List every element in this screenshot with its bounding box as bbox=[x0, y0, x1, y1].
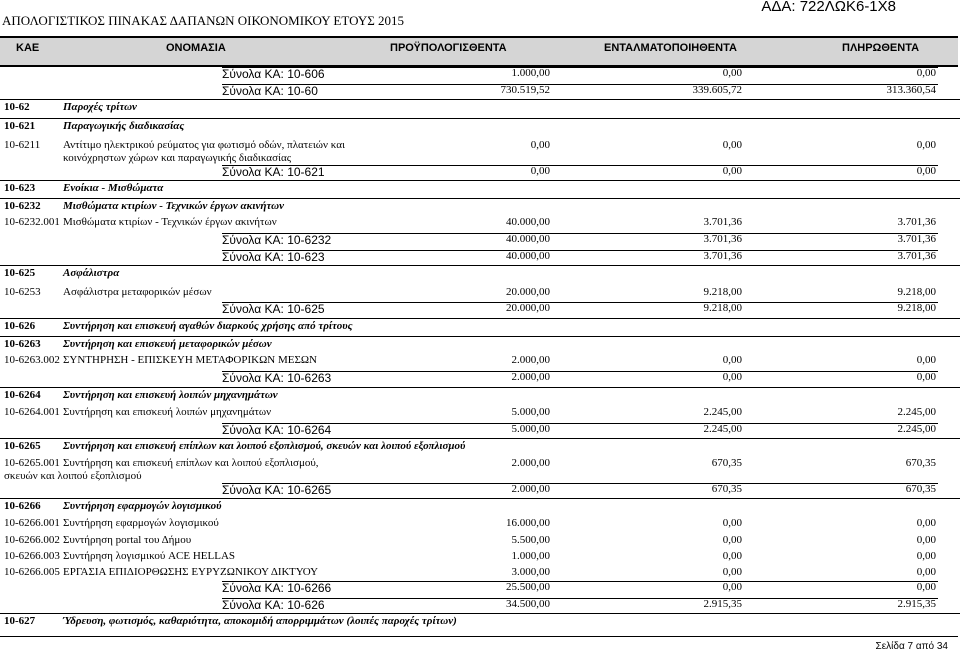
issued-value: 0,00 bbox=[722, 371, 742, 383]
subtotal-label: Σύνολα ΚΑ: 10-6265 bbox=[222, 483, 332, 497]
row-name: Συντήρηση και επισκευή λοιπών μηχανημάτων bbox=[63, 406, 272, 418]
row-name: Συντήρηση και επισκευή επίπλων και λοιπού εξοπλισμού, bbox=[63, 457, 319, 469]
row-divider bbox=[0, 613, 960, 614]
budget-value: 20.000,00 bbox=[506, 302, 550, 314]
budget-value: 1.000,00 bbox=[511, 550, 550, 562]
paid-value: 0,00 bbox=[916, 67, 936, 79]
subtotal-underline bbox=[222, 165, 938, 166]
column-header-paid: ΠΛΗΡΩΘΕΝΤΑ bbox=[842, 42, 920, 54]
row-divider bbox=[0, 336, 960, 337]
row-code: 10-6263 bbox=[4, 338, 41, 350]
row-name: Αντίτιμο ηλεκτρικού ρεύματος για φωτισμό οδών, πλατειών και bbox=[63, 139, 345, 151]
budget-value: 5.500,00 bbox=[511, 534, 550, 546]
budget-value: 2.000,00 bbox=[511, 457, 550, 469]
row-name: ΣΥΝΤΗΡΗΣΗ - ΕΠΙΣΚΕΥΗ ΜΕΤΑΦΟΡΙΚΩΝ ΜΕΣΩΝ bbox=[63, 354, 317, 366]
paid-value: 3.701,36 bbox=[897, 250, 936, 262]
row-code: 10-627 bbox=[4, 615, 36, 627]
row-name: Ενοίκια - Μισθώματα bbox=[63, 182, 164, 194]
budget-value: 730.519,52 bbox=[500, 84, 550, 96]
row-name: Μισθώματα κτιρίων - Τεχνικών έργων ακινήτων bbox=[63, 200, 284, 212]
paid-value: 0,00 bbox=[916, 566, 936, 578]
budget-value: 1.000,00 bbox=[511, 67, 550, 79]
budget-value: 40.000,00 bbox=[506, 250, 550, 262]
budget-value: 0,00 bbox=[530, 139, 550, 151]
issued-value: 0,00 bbox=[722, 517, 742, 529]
row-code: 10-6266.003 bbox=[4, 550, 60, 562]
column-header-name: ΟΝΟΜΑΣΙΑ bbox=[166, 42, 226, 54]
row-divider bbox=[0, 99, 960, 100]
budget-value: 2.000,00 bbox=[511, 483, 550, 495]
row-code: 10-6211 bbox=[4, 139, 41, 151]
subtotal-underline bbox=[222, 581, 938, 582]
row-name: Παροχές τρίτων bbox=[63, 101, 137, 113]
issued-value: 0,00 bbox=[722, 354, 742, 366]
row-code: 10-6264 bbox=[4, 389, 41, 401]
subtotal-underline bbox=[222, 423, 938, 424]
issued-value: 2.915,35 bbox=[703, 598, 742, 610]
row-name-continued: σκευών και λοιπού εξοπλισμού bbox=[4, 470, 142, 482]
paid-value: 3.701,36 bbox=[897, 216, 936, 228]
issued-value: 670,35 bbox=[711, 457, 742, 469]
row-name: Μισθώματα κτιρίων - Τεχνικών έργων ακινήτων bbox=[63, 216, 277, 228]
column-header-kae: ΚΑΕ bbox=[16, 42, 40, 54]
budget-value: 5.000,00 bbox=[511, 406, 550, 418]
subtotal-underline bbox=[222, 67, 938, 68]
paid-value: 3.701,36 bbox=[897, 233, 936, 245]
footer-divider bbox=[0, 636, 958, 637]
row-name: Συντήρηση λογισμικού ACE HELLAS bbox=[63, 550, 236, 562]
subtotal-underline bbox=[222, 371, 938, 372]
row-code: 10-6232.001 bbox=[4, 216, 60, 228]
issued-value: 9.218,00 bbox=[703, 302, 742, 314]
subtotal-label: Σύνολα ΚΑ: 10-621 bbox=[222, 165, 325, 179]
column-header-issued: ΕΝΤΑΛΜΑΤΟΠΟΙΗΘΕΝΤΑ bbox=[604, 42, 737, 54]
paid-value: 2.915,35 bbox=[897, 598, 936, 610]
issued-value: 0,00 bbox=[722, 566, 742, 578]
row-code: 10-6266.005 bbox=[4, 566, 60, 578]
report-title: ΑΠΟΛΟΓΙΣΤΙΚΟΣ ΠΙΝΑΚΑΣ ΔΑΠΑΝΩΝ ΟΙΚΟΝΟΜΙΚΟΥ ΕΤΟΥΣ 2015 bbox=[2, 13, 405, 28]
subtotal-label: Σύνολα ΚΑ: 10-625 bbox=[222, 302, 325, 316]
paid-value: 670,35 bbox=[905, 457, 936, 469]
paid-value: 0,00 bbox=[916, 550, 936, 562]
issued-value: 0,00 bbox=[722, 139, 742, 151]
row-name: Ύδρευση, φωτισμός, καθαριότητα, αποκομιδή απορριμμάτων (λοιπές παροχές τρίτων) bbox=[63, 615, 457, 627]
paid-value: 9.218,00 bbox=[897, 302, 936, 314]
row-name: ΕΡΓΑΣΙΑ ΕΠΙΔΙΟΡΘΩΣΗΣ ΕΥΡΥΖΩΝΙΚΟΥ ΔΙΚΤΥΟΥ bbox=[63, 566, 319, 578]
row-code: 10-625 bbox=[4, 267, 36, 279]
row-code: 10-6253 bbox=[4, 286, 41, 298]
issued-value: 3.701,36 bbox=[703, 216, 742, 228]
issued-value: 3.701,36 bbox=[703, 233, 742, 245]
row-name: Ασφάλιστρα μεταφορικών μέσων bbox=[63, 286, 212, 298]
budget-value: 25.500,00 bbox=[506, 581, 550, 593]
issued-value: 339.605,72 bbox=[692, 84, 742, 96]
row-name: Συντήρηση εφαρμογών λογισμικού bbox=[63, 517, 219, 529]
row-name: Συντήρηση και επισκευή μεταφορικών μέσων bbox=[63, 338, 272, 350]
paid-value: 0,00 bbox=[916, 517, 936, 529]
subtotal-underline bbox=[222, 250, 938, 251]
row-divider bbox=[0, 387, 960, 388]
subtotal-label: Σύνολα ΚΑ: 10-606 bbox=[222, 67, 325, 81]
paid-value: 2.245,00 bbox=[897, 423, 936, 435]
subtotal-label: Σύνολα ΚΑ: 10-6232 bbox=[222, 233, 332, 247]
subtotal-underline bbox=[222, 233, 938, 234]
subtotal-underline bbox=[222, 302, 938, 303]
paid-value: 2.245,00 bbox=[897, 406, 936, 418]
paid-value: 0,00 bbox=[916, 371, 936, 383]
row-divider bbox=[0, 198, 960, 199]
row-code: 10-6266.001 bbox=[4, 517, 60, 529]
subtotal-label: Σύνολα ΚΑ: 10-6264 bbox=[222, 423, 332, 437]
issued-value: 670,35 bbox=[711, 483, 742, 495]
row-code: 10-626 bbox=[4, 320, 36, 332]
row-code: 10-6265.001 bbox=[4, 457, 60, 469]
budget-value: 16.000,00 bbox=[506, 517, 550, 529]
row-code: 10-6265 bbox=[4, 440, 41, 452]
row-code: 10-6266.002 bbox=[4, 534, 60, 546]
budget-value: 20.000,00 bbox=[506, 286, 550, 298]
row-name: Συντήρηση portal του Δήμου bbox=[63, 534, 192, 546]
row-name: Συντήρηση και επισκευή λοιπών μηχανημάτων bbox=[63, 389, 278, 401]
issued-value: 0,00 bbox=[722, 534, 742, 546]
row-name: Συντήρηση εφαρμογών λογισμικού bbox=[63, 500, 222, 512]
issued-value: 9.218,00 bbox=[703, 286, 742, 298]
issued-value: 2.245,00 bbox=[703, 423, 742, 435]
ada-code: ΑΔΑ: 722ΛΩΚ6-1Χ8 bbox=[761, 0, 896, 15]
subtotal-label: Σύνολα ΚΑ: 10-623 bbox=[222, 250, 325, 264]
issued-value: 3.701,36 bbox=[703, 250, 742, 262]
subtotal-label: Σύνολα ΚΑ: 10-626 bbox=[222, 598, 325, 612]
row-code: 10-6232 bbox=[4, 200, 41, 212]
budget-value: 40.000,00 bbox=[506, 216, 550, 228]
paid-value: 0,00 bbox=[916, 581, 936, 593]
issued-value: 0,00 bbox=[722, 67, 742, 79]
paid-value: 313.360,54 bbox=[886, 84, 936, 96]
budget-value: 2.000,00 bbox=[511, 354, 550, 366]
budget-value: 34.500,00 bbox=[506, 598, 550, 610]
paid-value: 670,35 bbox=[905, 483, 936, 495]
page-number: Σελίδα 7 από 34 bbox=[875, 641, 948, 652]
row-divider bbox=[0, 498, 960, 499]
row-name: Ασφάλιστρα bbox=[63, 267, 120, 279]
row-code: 10-6263.002 bbox=[4, 354, 60, 366]
issued-value: 0,00 bbox=[722, 165, 742, 177]
row-name: Συντήρηση και επισκευή αγαθών διαρκούς χρήσης από τρίτους bbox=[63, 320, 353, 332]
paid-value: 0,00 bbox=[916, 139, 936, 151]
row-code: 10-623 bbox=[4, 182, 36, 194]
row-code: 10-6264.001 bbox=[4, 406, 60, 418]
row-divider bbox=[0, 180, 960, 181]
row-code: 10-6266 bbox=[4, 500, 41, 512]
paid-value: 0,00 bbox=[916, 354, 936, 366]
subtotal-underline bbox=[222, 483, 938, 484]
subtotal-underline bbox=[222, 598, 938, 599]
row-name: Συντήρηση και επισκευή επίπλων και λοιπού εξοπλισμού, σκευών και λοιπού εξοπλισμού bbox=[63, 440, 466, 452]
budget-value: 5.000,00 bbox=[511, 423, 550, 435]
subtotal-underline bbox=[222, 84, 938, 85]
row-code: 10-621 bbox=[4, 120, 36, 132]
budget-value: 3.000,00 bbox=[511, 566, 550, 578]
paid-value: 9.218,00 bbox=[897, 286, 936, 298]
budget-value: 2.000,00 bbox=[511, 371, 550, 383]
row-divider bbox=[0, 438, 960, 439]
row-code: 10-62 bbox=[4, 101, 30, 113]
budget-value: 0,00 bbox=[530, 165, 550, 177]
paid-value: 0,00 bbox=[916, 165, 936, 177]
row-name-continued: κοινόχρηστων χώρων και παραγωγικής διαδικασίας bbox=[63, 152, 292, 164]
issued-value: 0,00 bbox=[722, 581, 742, 593]
budget-value: 40.000,00 bbox=[506, 233, 550, 245]
row-name: Παραγωγικής διαδικασίας bbox=[63, 120, 185, 132]
issued-value: 2.245,00 bbox=[703, 406, 742, 418]
subtotal-label: Σύνολα ΚΑ: 10-6263 bbox=[222, 371, 332, 385]
row-divider bbox=[0, 265, 960, 266]
subtotal-label: Σύνολα ΚΑ: 10-6266 bbox=[222, 581, 332, 595]
row-divider bbox=[0, 118, 960, 119]
row-divider bbox=[0, 318, 960, 319]
paid-value: 0,00 bbox=[916, 534, 936, 546]
subtotal-label: Σύνολα ΚΑ: 10-60 bbox=[222, 84, 318, 98]
column-header-budget: ΠΡΟΫΠΟΛΟΓΙΣΘΕΝΤΑ bbox=[390, 42, 507, 54]
issued-value: 0,00 bbox=[722, 550, 742, 562]
